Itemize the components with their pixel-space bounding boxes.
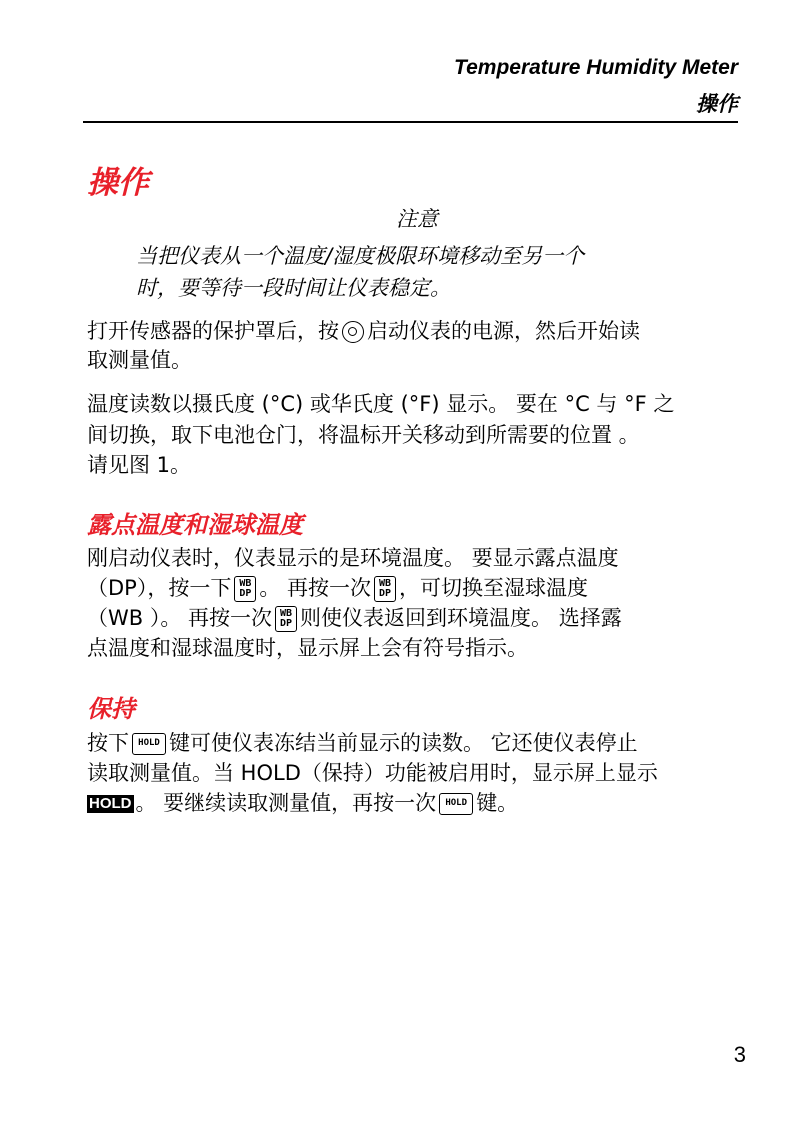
paragraph-dewpoint-line-1: 刚启动仪表时，仪表显示的是环境温度。 要显示露点温度 [87, 546, 619, 570]
wb-dp-key-icon [275, 606, 297, 632]
paragraph-power-on-line-2: 取测量值。 [87, 348, 192, 372]
caution-label: 注意 [396, 207, 438, 231]
text-segment: （WB ）。 再按一次 [87, 606, 273, 630]
text-segment: 。 再按一次 [259, 576, 372, 600]
text-segment: 。 要继续读取测量值，再按一次 [135, 791, 437, 815]
wb-dp-key-icon [234, 576, 256, 602]
text-segment: （DP），按一下 [87, 576, 232, 600]
text-segment: 则使仪表返回到环境温度。 选择露 [300, 606, 622, 630]
text-segment: ，可切换至湿球温度 [399, 576, 589, 600]
paragraph-hold-line-3 [87, 788, 518, 818]
text-segment: 键可使仪表冻结当前显示的读数。 它还使仪表停止 [169, 731, 638, 755]
key-label-dp: DP [379, 588, 392, 599]
paragraph-units-line-1: 温度读数以摄氏度 (°C) 或华氏度 (°F) 显示。 要在 °C 与 °F 之 [87, 392, 675, 416]
hold-key-icon: HOLD [439, 793, 473, 815]
hold-key-icon: HOLD [132, 733, 166, 755]
paragraph-dewpoint-line-2 [87, 573, 588, 603]
caution-text-line-2: 时，要等待一段时间让仪表稳定。 [136, 276, 451, 300]
caution-text-line-1: 当把仪表从一个温度/湿度极限环境移动至另一个 [136, 244, 585, 268]
header-divider [83, 121, 738, 123]
key-label-dp: DP [280, 618, 293, 629]
text-segment: 键。 [476, 791, 519, 815]
paragraph-hold-line-2: 读取测量值。当 HOLD（保持）功能被启用时，显示屏上显示 [87, 761, 658, 785]
power-button-icon [342, 321, 364, 343]
key-label-wb: WB [379, 578, 392, 589]
paragraph-power-on-line-1 [87, 316, 640, 346]
key-label-wb: WB [280, 608, 293, 619]
section-title-hold: 保持 [87, 695, 135, 723]
section-title-operation: 操作 [87, 165, 149, 201]
key-label-wb: WB [239, 578, 252, 589]
text-segment: 启动仪表的电源，然后开始读 [367, 319, 640, 343]
hold-display-indicator: HOLD [89, 795, 132, 812]
header-subtitle: 操作 [696, 92, 738, 116]
header-title: Temperature Humidity Meter [454, 56, 738, 79]
page-number: 3 [733, 1042, 746, 1067]
text-segment: 打开传感器的保护罩后，按 [87, 319, 339, 343]
paragraph-units-line-3: 请见图 1。 [87, 453, 192, 477]
paragraph-dewpoint-line-3 [87, 603, 622, 633]
key-label-dp: DP [239, 588, 252, 599]
section-title-dewpoint-wetbulb: 露点温度和湿球温度 [87, 511, 303, 539]
text-segment: 按下 [87, 731, 129, 755]
paragraph-hold-line-1 [87, 728, 638, 758]
wb-dp-key-icon [374, 576, 396, 602]
paragraph-units-line-2: 间切换，取下电池仓门，将温标开关移动到所需要的位置 。 [87, 423, 640, 447]
paragraph-dewpoint-line-4: 点温度和湿球温度时，显示屏上会有符号指示。 [87, 636, 528, 660]
